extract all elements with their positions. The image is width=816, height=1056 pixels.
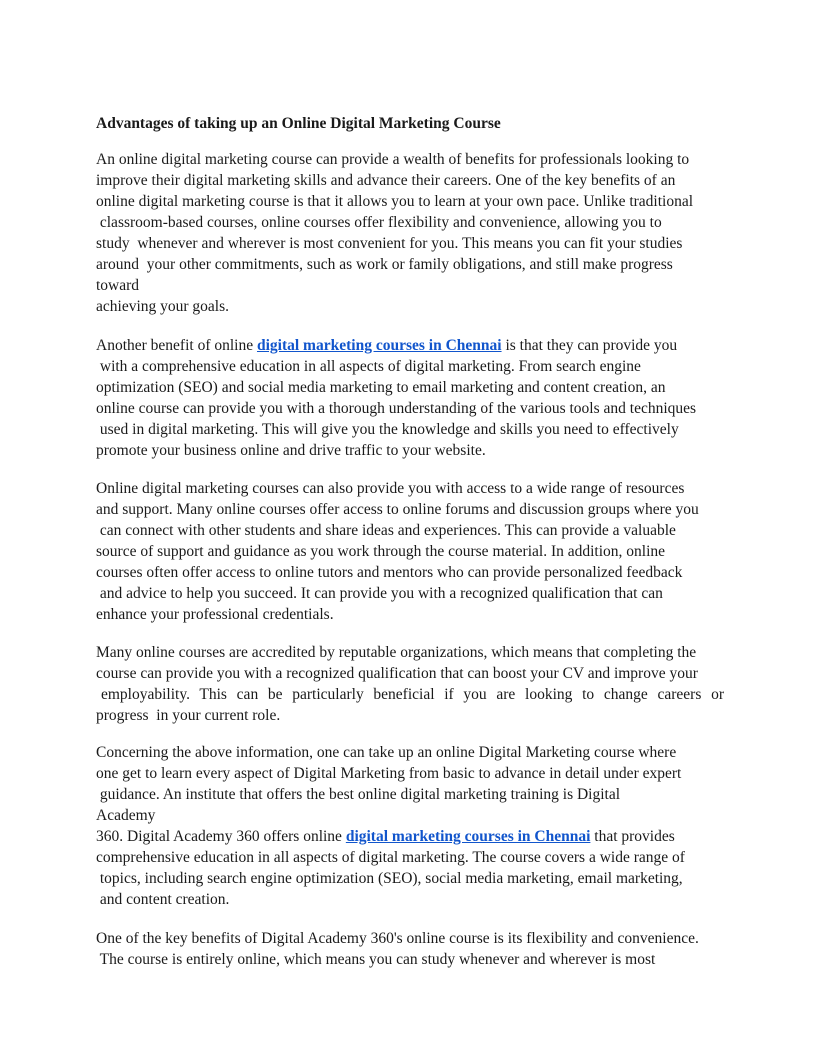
text-line (96, 335, 736, 356)
text-line: with a comprehensive education in all aspects of digital marketing. From search engine (96, 358, 641, 375)
text-line: around your other commitments, such as work or family obligations, and still make progress (96, 256, 673, 273)
text-line: study whenever and wherever is most convenient for you. This means you can fit your studies (96, 235, 683, 252)
text-line: comprehensive education in all aspects of digital marketing. The course covers a wide range of (96, 849, 685, 866)
text-line: source of support and guidance as you work through the course material. In addition, online (96, 543, 666, 560)
text-line: topics, including search engine optimization (SEO), social media marketing, email marketing, (96, 870, 683, 887)
text-line: and advice to help you succeed. It can provide you with a recognized qualification that can (96, 585, 663, 602)
text-line: enhance your professional credentials. (96, 606, 334, 623)
document-heading: Advantages of taking up an Online Digital Marketing Course (96, 115, 501, 132)
paragraph-3 (96, 478, 736, 625)
text-line: guidance. An institute that offers the best online digital marketing training is Digital (96, 786, 621, 803)
text-line: online digital marketing course is that it allows you to learn at your own pace. Unlike traditional (96, 193, 694, 210)
text-line: classroom-based courses, online courses offer flexibility and convenience, allowing you to (96, 214, 662, 231)
paragraph-4 (96, 642, 736, 726)
text-line: The course is entirely online, which means you can study whenever and wherever is most (96, 951, 656, 968)
text-line: optimization (SEO) and social media marketing to email marketing and content creation, an (96, 379, 666, 396)
text-segment: is that they can provide you (501, 337, 678, 354)
text-line: One of the key benefits of Digital Academy 360's online course is its flexibility and convenience. (96, 930, 699, 947)
chennai-courses-link-2[interactable]: digital marketing courses in Chennai (345, 828, 591, 845)
text-line: and content creation. (96, 891, 230, 908)
text-line: and support. Many online courses offer access to online forums and discussion groups where you (96, 501, 699, 518)
text-line: Online digital marketing courses can also provide you with access to a wide range of resources (96, 480, 685, 497)
text-segment: that provides (590, 828, 675, 845)
text-line: Academy (96, 807, 156, 824)
chennai-courses-link[interactable]: digital marketing courses in Chennai (256, 337, 502, 354)
text-line: one get to learn every aspect of Digital Marketing from basic to advance in detail under expert (96, 765, 682, 782)
text-line: can connect with other students and share ideas and experiences. This can provide a valuable (96, 522, 676, 539)
text-segment: Another benefit of online (96, 337, 257, 354)
text-line: online course can provide you with a thorough understanding of the various tools and techniques (96, 400, 697, 417)
text-line: achieving your goals. (96, 298, 230, 315)
text-line: used in digital marketing. This will give you the knowledge and skills you need to effectively (96, 421, 679, 438)
text-line: Many online courses are accredited by reputable organizations, which means that completing the (96, 644, 697, 661)
text-segment: 360. Digital Academy 360 offers online (96, 828, 346, 845)
text-line (96, 826, 736, 847)
text-line: promote your business online and drive traffic to your website. (96, 442, 486, 459)
text-line: employability. This can be particularly beneficial if you are looking to change careers or (101, 686, 724, 703)
text-line: Concerning the above information, one can take up an online Digital Marketing course where (96, 744, 677, 761)
text-line: improve their digital marketing skills and advance their careers. One of the key benefits of an (96, 172, 676, 189)
paragraph-5 (96, 742, 736, 910)
text-line: courses often offer access to online tutors and mentors who can provide personalized feedback (96, 564, 683, 581)
text-line: progress in your current role. (96, 707, 281, 724)
text-line: course can provide you with a recognized qualification that can boost your CV and improve your (96, 665, 698, 682)
text-line: toward (96, 277, 140, 294)
paragraph-1 (96, 149, 736, 317)
paragraph-2 (96, 335, 736, 461)
paragraph-6 (96, 928, 736, 970)
text-line: An online digital marketing course can provide a wealth of benefits for professionals looking to (96, 151, 690, 168)
